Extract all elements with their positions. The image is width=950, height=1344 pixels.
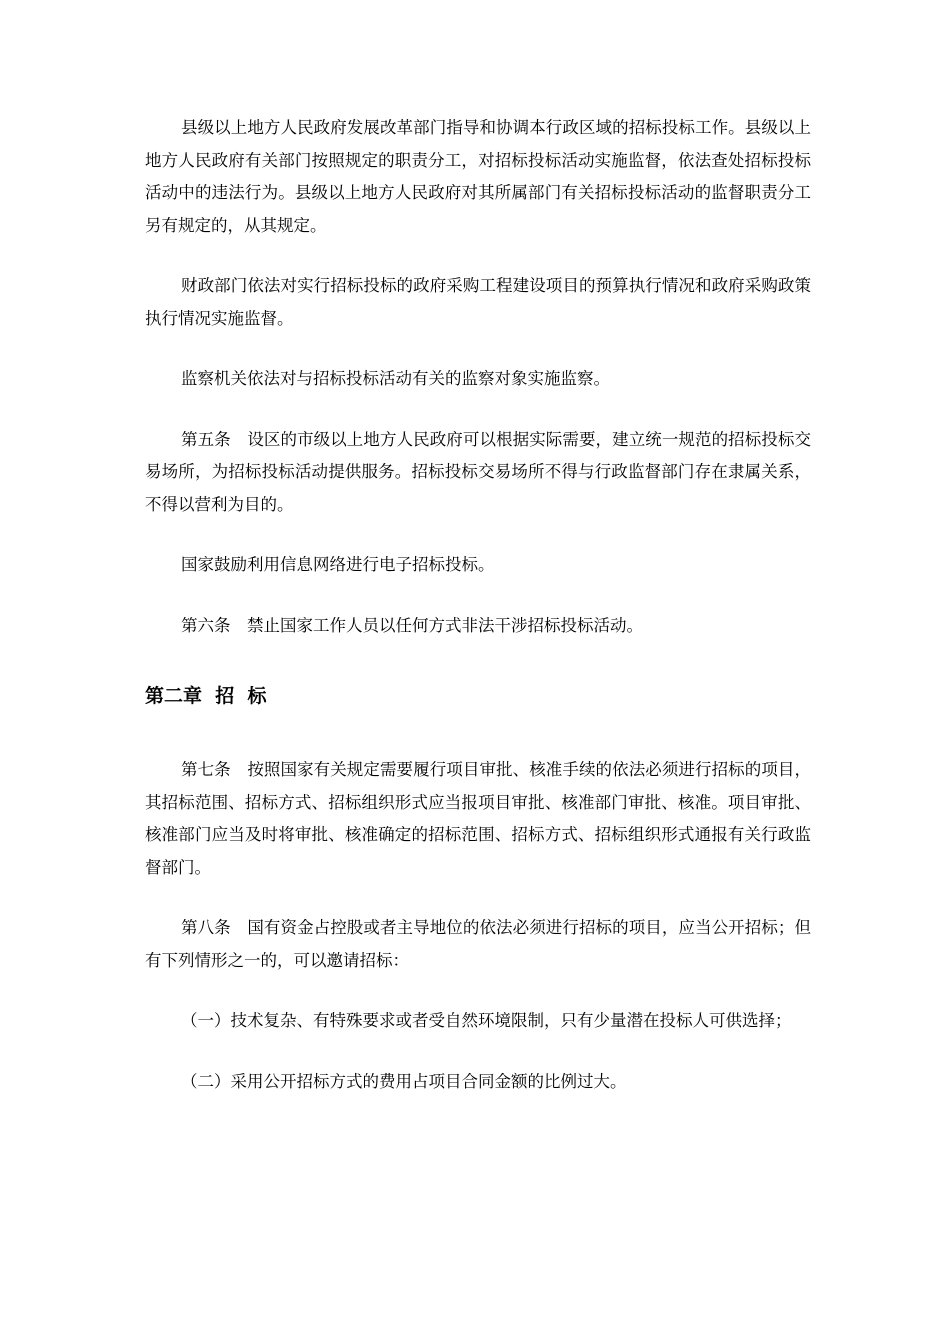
paragraph-article-6: 第六条 禁止国家工作人员以任何方式非法干涉招标投标活动。 [181,615,643,635]
paragraph-article-8: 第八条 国有资金占控股或者主导地位的依法必须进行招标的项目，应当公开招标；但有下列情形之一的，可以邀请招标： [145,918,811,970]
document-page [145,112,811,1098]
paragraph-finance-supervision: 财政部门依法对实行招标投标的政府采购工程建设项目的预算执行情况和政府采购政策执行情况实施监督。 [145,276,811,328]
paragraph-county-coordination: 县级以上地方人民政府发展改革部门指导和协调本行政区域的招标投标工作。县级以上地方人民政府有关部门按照规定的职责分工，对招标投标活动实施监督，依法查处招标投标活动中的违法行为。县级以上地方人民政府对其所属部门有关招标投标活动的监督职责分工另有规定的，从其规定。 [145,118,811,235]
paragraph-article-5: 第五条 设区的市级以上地方人民政府可以根据实际需要，建立统一规范的招标投标交易场所，为招标投标活动提供服务。招标投标交易场所不得与行政监督部门存在隶属关系，不得以营利为目的。 [145,429,811,514]
chapter-heading: 第二章 招 标 [145,685,267,707]
paragraph-electronic-bidding: 国家鼓励利用信息网络进行电子招标投标。 [181,555,495,574]
list-item-2: （二）采用公开招标方式的费用占项目合同金额的比例过大。 [181,1071,627,1091]
paragraph-supervisory-organs: 监察机关依法对与招标投标活动有关的监察对象实施监察。 [181,369,610,388]
list-item-1: （一）技术复杂、有特殊要求或者受自然环境限制，只有少量潜在投标人可供选择； [181,1011,792,1030]
paragraph-article-7: 第七条 按照国家有关规定需要履行项目审批、核准手续的依法必须进行招标的项目，其招标范围、招标方式、招标组织形式应当报项目审批、核准部门审批、核准。项目审批、核准部门应当及时将审批、核准确定的招标范围、招标方式、招标组织形式通报有关行政监督部门。 [145,760,811,877]
